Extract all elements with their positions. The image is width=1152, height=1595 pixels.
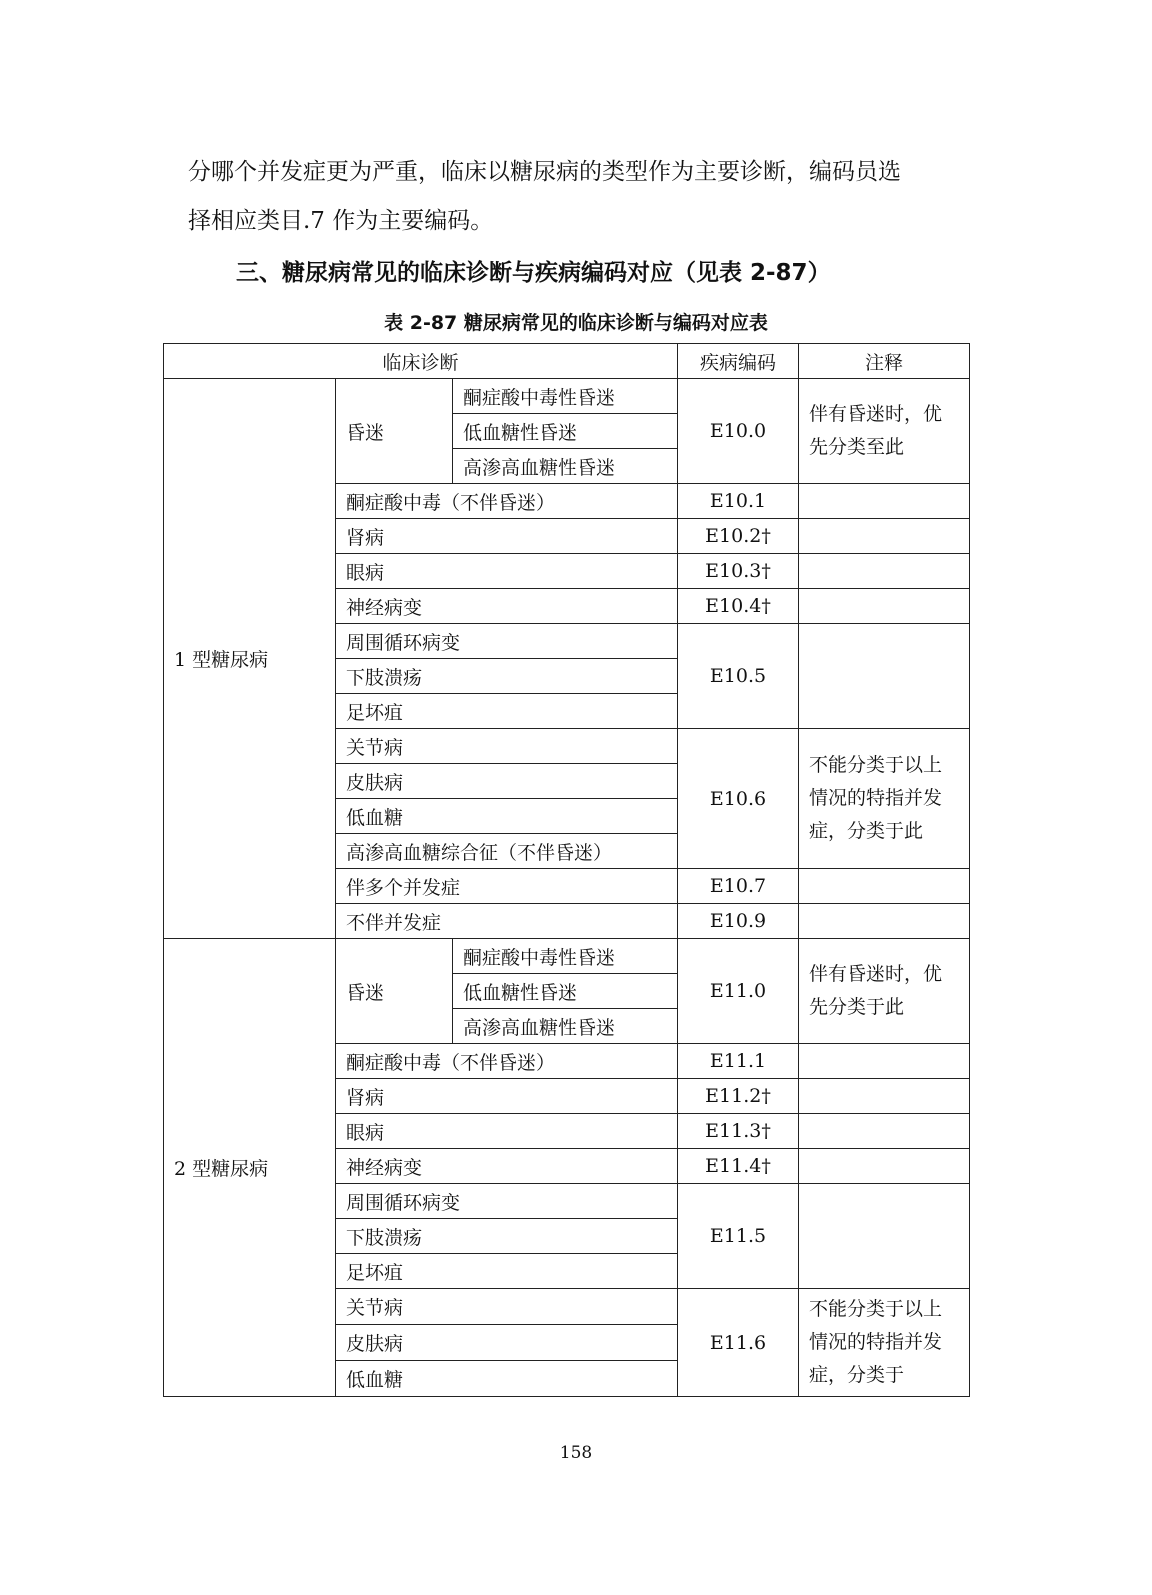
- diagnosis-code-table: [163, 343, 970, 1397]
- note-cell: [799, 589, 970, 624]
- diagnosis-cell: 神经病变: [336, 1149, 678, 1184]
- type2-label: 2 型糖尿病: [164, 939, 336, 1397]
- code-cell: E11.6: [678, 1289, 799, 1397]
- diagnosis-cell: 肾病: [336, 519, 678, 554]
- type1-coma: 昏迷: [336, 379, 453, 484]
- diagnosis-cell: 足坏疽: [336, 694, 678, 729]
- table-header-row: [164, 344, 970, 379]
- code-cell: E10.9: [678, 904, 799, 939]
- code-cell: E11.4†: [678, 1149, 799, 1184]
- note-cell: [799, 554, 970, 589]
- diagnosis-cell: 高渗高血糖综合征（不伴昏迷）: [336, 834, 678, 869]
- diagnosis-cell: 神经病变: [336, 589, 678, 624]
- note-cell: [799, 484, 970, 519]
- note-cell: [799, 519, 970, 554]
- type2-coma: 昏迷: [336, 939, 453, 1044]
- coma-item: 低血糖性昏迷: [453, 974, 678, 1009]
- diagnosis-cell: 皮肤病: [336, 764, 678, 799]
- header-diagnosis: 临床诊断: [164, 344, 678, 379]
- diagnosis-cell: 眼病: [336, 1114, 678, 1149]
- code-cell: E11.1: [678, 1044, 799, 1079]
- note-cell: [799, 1149, 970, 1184]
- coma-item: 酮症酸中毒性昏迷: [453, 379, 678, 414]
- diagnosis-cell: 关节病: [336, 1289, 678, 1325]
- note-cell: [799, 1044, 970, 1079]
- diagnosis-cell: 不伴并发症: [336, 904, 678, 939]
- diagnosis-cell: 眼病: [336, 554, 678, 589]
- code-cell: E10.7: [678, 869, 799, 904]
- table-row: [164, 379, 970, 414]
- table-row: [164, 939, 970, 974]
- code-cell: E11.5: [678, 1184, 799, 1289]
- coma-item: 高渗高血糖性昏迷: [453, 449, 678, 484]
- paragraph-line: 择相应类目.7 作为主要编码。: [188, 208, 494, 234]
- paragraph-line: 分哪个并发症更为严重，临床以糖尿病的类型作为主要诊断，编码员选: [188, 159, 901, 185]
- header-note: 注释: [799, 344, 970, 379]
- diagnosis-cell: 下肢溃疡: [336, 659, 678, 694]
- note-cell: 不能分类于以上情况的特指并发症，分类于: [799, 1289, 970, 1397]
- note-cell: [799, 869, 970, 904]
- table-caption: 表 2-87 糖尿病常见的临床诊断与编码对应表: [384, 312, 768, 334]
- diagnosis-cell: 关节病: [336, 729, 678, 764]
- diagnosis-cell: 酮症酸中毒（不伴昏迷）: [336, 1044, 678, 1079]
- code-cell: E11.2†: [678, 1079, 799, 1114]
- coma-item: 高渗高血糖性昏迷: [453, 1009, 678, 1044]
- page-number: 158: [559, 1443, 593, 1463]
- note-cell: [799, 624, 970, 729]
- code-cell: E10.0: [678, 379, 799, 484]
- section-heading: 三、糖尿病常见的临床诊断与疾病编码对应（见表 2-87）: [236, 260, 831, 286]
- note-cell: [799, 904, 970, 939]
- code-cell: E10.4†: [678, 589, 799, 624]
- diagnosis-cell: 酮症酸中毒（不伴昏迷）: [336, 484, 678, 519]
- diagnosis-cell: 周围循环病变: [336, 1184, 678, 1219]
- coma-item: 低血糖性昏迷: [453, 414, 678, 449]
- note-cell: [799, 1114, 970, 1149]
- note-cell: 不能分类于以上情况的特指并发症，分类于此: [799, 729, 970, 869]
- diagnosis-cell: 周围循环病变: [336, 624, 678, 659]
- code-cell: E10.6: [678, 729, 799, 869]
- note-cell: 伴有昏迷时，优先分类于此: [799, 939, 970, 1044]
- diagnosis-cell: 低血糖: [336, 799, 678, 834]
- code-cell: E11.3†: [678, 1114, 799, 1149]
- code-cell: E10.2†: [678, 519, 799, 554]
- body-paragraph: [188, 148, 968, 246]
- diagnosis-cell: 足坏疽: [336, 1254, 678, 1289]
- code-cell: E10.5: [678, 624, 799, 729]
- note-cell: [799, 1079, 970, 1114]
- diagnosis-cell: 伴多个并发症: [336, 869, 678, 904]
- diagnosis-cell: 下肢溃疡: [336, 1219, 678, 1254]
- code-cell: E10.1: [678, 484, 799, 519]
- code-cell: E11.0: [678, 939, 799, 1044]
- note-cell: 伴有昏迷时，优先分类至此: [799, 379, 970, 484]
- diagnosis-cell: 低血糖: [336, 1361, 678, 1397]
- header-code: 疾病编码: [678, 344, 799, 379]
- type1-label: 1 型糖尿病: [164, 379, 336, 939]
- code-cell: E10.3†: [678, 554, 799, 589]
- diagnosis-cell: 肾病: [336, 1079, 678, 1114]
- coma-item: 酮症酸中毒性昏迷: [453, 939, 678, 974]
- diagnosis-cell: 皮肤病: [336, 1325, 678, 1361]
- note-cell: [799, 1184, 970, 1289]
